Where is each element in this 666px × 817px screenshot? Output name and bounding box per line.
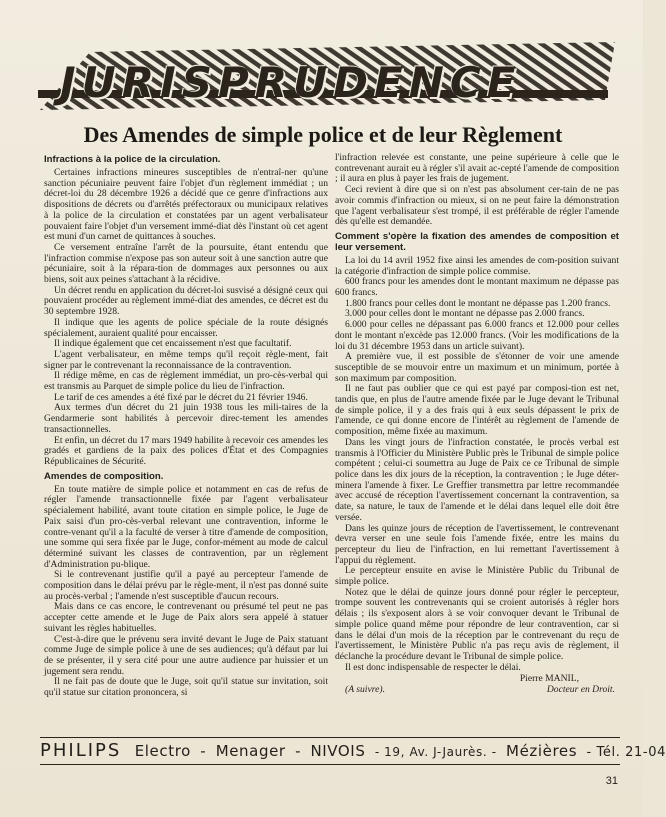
paragraph: Il ne faut pas oublier que ce qui est payé par composi-tion est net, tandis que, en plus de l'autre amende fixée par le Juge devant le Tribunal de simple police, il y a des frais qui à eux seuls dépassent le prix de l'amende, ce qui donne encore de l'intérêt au règlement de l'amende de composition, même fixée au maximum. [335, 383, 619, 438]
paragraph: 3.000 pour celles dont le montant ne dépasse pas 2.000 francs. [345, 308, 585, 320]
paragraph: Mais dans ce cas encore, le contrevenant ou présumé tel peut ne pas accepter cette amende et le Juge de Paix alors sera appelé à statuer suivant les règles habituelles. [44, 601, 328, 634]
paragraph: Il est donc indispensable de respecter le délai. [345, 661, 521, 673]
paragraph: Dans les vingt jours de l'infraction constatée, le procès verbal est transmis à l'Officier du Ministère Public près le Tribunal de simple police compétent ; celui-ci soumettra au Juge de Paix ce ce Tribunal de simple police dans les dix jours de la réception, la contravention ; le Juge déter-minera l'amende à fixer. Le Greffier transmettra par lettre recommandée avec accusé de réception l'avertissement concernant la contravention, sa date, sa nature, le taux de l'amende et le délai dans lequel elle doit être versée. [335, 436, 619, 523]
author-name: Pierre MANIL, [519, 673, 579, 685]
section-heading-infractions: Infractions à la police de la circulation. [44, 154, 221, 165]
paragraph: Il indique que les agents de police spéciale de la route désignés spécialement, auraient qualité pour encaisser. [44, 316, 328, 339]
paragraph: Si le contrevenant justifie qu'il a payé au percepteur l'amende de composition dans le délai prévu par le règle-ment, il n'est pas donné suite au procès-verbal ; l'amende n'est susceptible d'aucun recours. [44, 569, 328, 602]
paragraph: 1.800 francs pour celles dont le montant ne dépasse pas 1.200 francs. [345, 297, 611, 309]
paragraph: Il indique également que cet encaissement n'est que facultatif. [54, 338, 292, 350]
paragraph: Certaines infractions mineures susceptibles de n'entraî-ner qu'une sanction pécuniaire peuvent faire l'objet d'un règlement immédiat ; un décret-loi du 28 décembre 1926 a décidé que ce genre d'infractions aux dispositions de décrets ou d'arrêtés préfectoraux ou municipaux relatives à la police de la circulation et constatées par un agent verbalisateur pouvaient faire l'objet d'un versement immé-diat dès l'instant où cet agent est muni d'un carnet de quittances à souches. [44, 167, 328, 243]
to-be-continued: (A suivre). [345, 684, 385, 696]
paragraph: l'infraction relevée est constante, une peine supérieure à celle que le contrevenant aurait eu à régler s'il avait ac-cepté l'amende de composition ; il aura en plus à payer les frais de jugement. [335, 152, 619, 185]
paragraph: L'agent verbalisateur, en même temps qu'il reçoit règle-ment, fait signer par le contrevenant la reconnaissance de la contravention. [44, 348, 328, 371]
paragraph: C'est-à-dire que le prévenu sera invité devant le Juge de Paix statuant comme Juge de simple police à une de ses audiences; qu'à défaut par lui de se présenter, il y sera cité pour une autre audience par huissier et un jugement sera rendu. [44, 633, 328, 677]
signature-line [335, 685, 619, 696]
signature-block [335, 674, 619, 695]
banner-title: JURISPRUDENCE [60, 58, 522, 107]
section-banner [30, 40, 615, 112]
paragraph: Il rédige même, en cas de règlement immédiat, un pro-cès-verbal qui est transmis au Parquet de simple police du lieu de l'infraction. [44, 370, 328, 393]
ad-brand: PHILIPS [40, 740, 122, 761]
paragraph: 600 francs pour les amendes dont le montant maximum ne dépasse pas 600 francs. [335, 276, 619, 299]
ad-phone: - Tél. 21-04 [586, 745, 666, 760]
paragraph: Aux termes d'un décret du 21 juin 1938 tous les mili-taires de la Gendarmerie sont habilités à percevoir direc-tement les amendes transactionnelles. [44, 402, 328, 435]
paragraph: Notez que le délai de quinze jours donné pour régler le percepteur, trompe souvent les contrevenants qui se croient autorisés à régler hors délais ; ils s'exposent alors à se voir convoquer devant le Tribunal de simple police quand même pour répondre de leur contravention, car si dans le délai d'un mois de la réception par le contrevenant du reçu de l'avertissement, le Ministère Public n'a pas reçu avis de règlement, il déclanche la procédure devant le Tribunal de simple police. [335, 586, 619, 662]
paragraph: Un décret rendu en application du décret-loi susvisé a désigné ceux qui pouvaient procéder au règlement immé-diat des amendes, ce décret est du 30 septembre 1928. [44, 284, 328, 318]
left-column [44, 153, 328, 735]
ad-separator: - [295, 742, 302, 760]
right-column [335, 153, 619, 735]
section-heading-fixation: Comment s'opère la fixation des amendes de composition et leur versement. [335, 230, 619, 253]
paragraph: Ceci revient à dire que si on n'est pas absolument cer-tain de ne pas avoir commis d'infraction ou mieux, si on ne peut faire la démonstration que l'agent verbalisateur s'est trompé, il est préférable de régler l'amende dès qu'elle est demandée. [335, 184, 619, 228]
paragraph: Le tarif de ces amendes a été fixé par le décret du 21 février 1946. [54, 391, 308, 403]
ad-menager: Menager [215, 742, 286, 760]
section-heading-composition: Amendes de composition. [44, 470, 164, 482]
ad-separator: - [200, 742, 207, 760]
article-title: Des Amendes de simple police et de leur Règlement [83, 122, 563, 147]
advertisement-strip [40, 737, 666, 765]
paragraph: La loi du 14 avril 1952 fixe ainsi les amendes de com-position suivant la catégorie d'infraction de simple police commise. [335, 254, 619, 277]
paragraph: En toute matière de simple police et notamment en cas de refus de régler l'amende transactionnelle fixée par l'agent verbalisateur spécialement habilité, avant toute citation en simple police, le Juge de Paix saisi d'un pro-cès-verbal relevant une contravention, informe le contre-venant qu'il a la faculté de verser à titre d'amende de composition, une somme qui sera fixée par le Juge, confor-mément au mode de calcul déterminé suivant les classes de contravention, par un règlement d'Administration pu-blique. [44, 483, 328, 570]
ad-electro: Electro [134, 742, 191, 760]
paragraph: Il ne fait pas de doute que le Juge, soit qu'il statue sur invitation, soit qu'il statue sur citation prononcera, si [44, 676, 328, 699]
paragraph: 6.000 pour celles ne dépassant pas 6.000 francs et 12.000 pour celles dont le montant n'excède pas 12.000 francs. (Voir les modifications de la loi du 31 décembre 1953 dans un article suivant). [335, 319, 619, 352]
paragraph: Ce versement entraîne l'arrêt de la poursuite, étant entendu que l'infraction commise n'expose pas son auteur soit à une sanction autre que pécuniaire, soit à la répara-tion de dommages aux personnes ou aux biens, soit aux peines s'attachant à la récidive. [44, 241, 328, 286]
paragraph: Et enfin, un décret du 17 mars 1949 habilite à recevoir ces amendes les gradés et gardiens de la paix des polices d'État et des Compagnies Républicaines de Sécurité. [44, 434, 328, 467]
ad-city: Mézières [506, 742, 578, 760]
ad-nivois: NIVOIS [310, 742, 366, 760]
paragraph: Dans les quinze jours de réception de l'avertissement, le contrevenant devra verser en une seule fois l'amende fixée, entre les mains du percepteur du lieu de l'infraction, en lui remettant l'avertissement à l'appui du règlement. [335, 522, 619, 566]
paragraph: A première vue, il est possible de s'étonner de voir une amende susceptible de se mouvoir entre un maximum et un minimum, portée à son maximum par composition. [335, 351, 619, 384]
page-number: 31 [605, 775, 618, 787]
paragraph: Le percepteur ensuite en avise le Ministère Public du Tribunal de simple police. [335, 565, 619, 588]
author-title: Docteur en Droit. [546, 684, 615, 696]
ad-address: - 19, Av. J-Jaurès. - [374, 745, 497, 759]
